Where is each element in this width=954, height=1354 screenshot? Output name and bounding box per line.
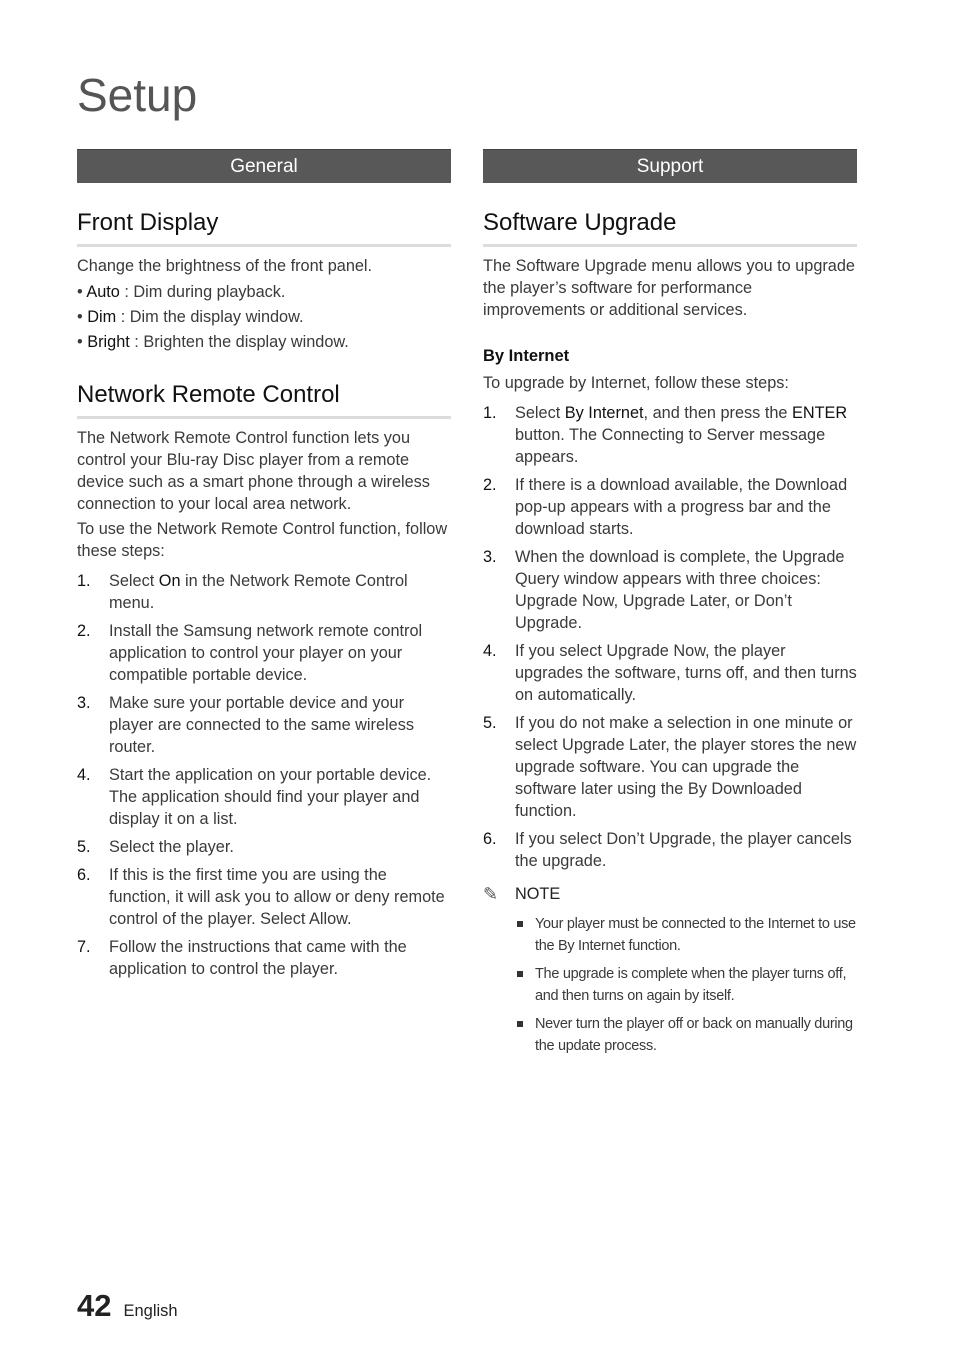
page-language: English [123, 1302, 178, 1320]
list-item [77, 620, 451, 686]
note-text: Never turn the player off or back on manually during the update process. [535, 1015, 853, 1054]
step-text: Select the player. [109, 837, 234, 856]
note-label: NOTE [515, 884, 561, 903]
list-item [77, 692, 451, 758]
list-item [517, 963, 857, 1007]
step-number: 5. [77, 837, 91, 856]
option-desc: : Dim the display window. [116, 307, 304, 326]
option-term: Auto [86, 282, 120, 301]
pencil-icon: ✎ [483, 883, 499, 904]
left-column [77, 149, 451, 986]
square-bullet-icon [517, 1021, 523, 1027]
step-number: 6. [77, 865, 91, 884]
square-bullet-icon [517, 971, 523, 977]
list-item [77, 936, 451, 980]
step-number: 1. [483, 403, 497, 422]
list-item [483, 712, 857, 822]
step-number: 2. [483, 475, 497, 494]
list-item: • Bright : Brighten the display window. [77, 332, 349, 351]
square-bullet-icon [517, 921, 523, 927]
list-item [77, 570, 451, 614]
list-item [483, 640, 857, 706]
list-item [483, 828, 857, 872]
step-number: 4. [483, 641, 497, 660]
step-number: 1. [77, 571, 91, 590]
list-item [483, 474, 857, 540]
page-footer [77, 1288, 178, 1324]
step-keyword: On [158, 571, 181, 590]
step-number: 3. [483, 547, 497, 566]
option-term: Bright [87, 332, 130, 351]
step-keyword: By Internet [564, 403, 644, 422]
network-remote-steps [77, 570, 451, 980]
section-bar-support: Support [483, 149, 857, 183]
note-heading [483, 884, 857, 905]
list-item: • Dim : Dim the display window. [77, 307, 304, 326]
note-text: The upgrade is complete when the player turns off, and then turns on again by itself. [535, 965, 847, 1004]
list-item [483, 402, 857, 468]
step-number: 7. [77, 937, 91, 956]
step-number: 2. [77, 621, 91, 640]
list-item [77, 764, 451, 830]
heading-network-remote-control: Network Remote Control [77, 381, 451, 419]
front-display-intro: Change the brightness of the front panel. [77, 256, 373, 275]
step-text: If you do not make a selection in one minute or select Upgrade Later, the player stores the new upgrade software. You can upgrade the software later using the By Downloaded function. [515, 713, 857, 820]
step-number: 5. [483, 713, 497, 732]
option-desc: : Brighten the display window. [129, 332, 349, 351]
heading-software-upgrade: Software Upgrade [483, 209, 857, 247]
list-item [483, 546, 857, 634]
network-remote-para2: To use the Network Remote Control function, follow these steps: [77, 519, 448, 560]
step-number: 6. [483, 829, 497, 848]
page-title: Setup [77, 69, 198, 121]
option-term: Dim [87, 307, 117, 326]
step-text: , and then press the [643, 403, 792, 422]
network-remote-para1: The Network Remote Control function lets you control your Blu-ray Disc player from a remote device such as a smart phone through a wireless connection to your local area network. [77, 428, 430, 513]
step-text: If this is the first time you are using the function, it will ask you to allow or deny remote control of the player. Select Allow. [109, 865, 445, 928]
list-item [517, 913, 857, 957]
step-text: Select [109, 571, 159, 590]
step-text: If you select Upgrade Now, the player upgrades the software, turns off, and then turns on automatically. [515, 641, 857, 704]
by-internet-steps [483, 402, 857, 872]
front-display-options [77, 280, 451, 355]
list-item [77, 864, 451, 930]
note-text: Your player must be connected to the Internet to use the By Internet function. [535, 915, 856, 954]
note-list [483, 913, 857, 1057]
step-text: in the Network Remote Control menu. [109, 571, 408, 612]
step-text: If you select Don’t Upgrade, the player cancels the upgrade. [515, 829, 852, 870]
step-text: When the download is complete, the Upgrade Query window appears with three choices: Upgrade Now, Upgrade Later, or Don’t Upgrade. [515, 547, 845, 632]
step-text: Select [515, 403, 565, 422]
software-upgrade-intro: The Software Upgrade menu allows you to upgrade the player’s software for performance improvements or additional services. [483, 256, 855, 319]
heading-by-internet: By Internet [483, 346, 570, 365]
section-bar-general: General [77, 149, 451, 183]
step-text: Follow the instructions that came with the application to control the player. [109, 937, 407, 978]
step-text: button. The Connecting to Server message appears. [515, 425, 826, 466]
heading-front-display: Front Display [77, 209, 451, 247]
right-column [483, 149, 857, 1063]
step-text: Make sure your portable device and your player are connected to the same wireless router. [109, 693, 414, 756]
step-number: 4. [77, 765, 91, 784]
step-keyword: ENTER [791, 403, 848, 422]
list-item: • Auto : Dim during playback. [77, 282, 286, 301]
step-text: Install the Samsung network remote control application to control your player on your compatible portable device. [109, 621, 423, 684]
step-text: Start the application on your portable device. The application should find your player and display it on a list. [109, 765, 432, 828]
option-desc: : Dim during playback. [119, 282, 286, 301]
list-item [77, 836, 451, 858]
step-text: If there is a download available, the Download pop-up appears with a progress bar and the download starts. [515, 475, 848, 538]
list-item [517, 1013, 857, 1057]
page-number: 42 [77, 1288, 112, 1323]
step-number: 3. [77, 693, 91, 712]
by-internet-intro: To upgrade by Internet, follow these steps: [483, 373, 789, 392]
